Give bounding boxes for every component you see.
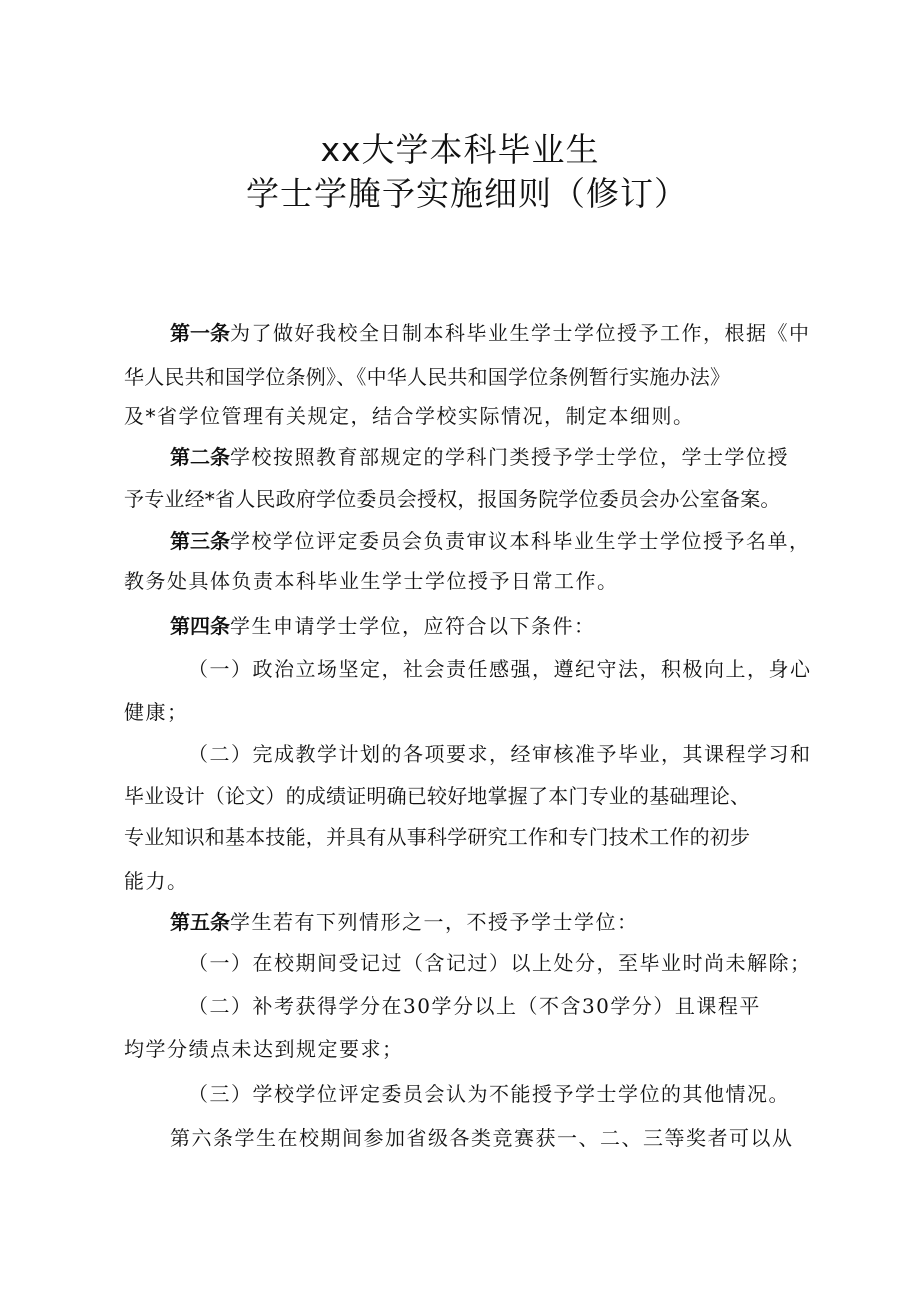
article-4-text-1: 学生申请学士学位，应符合以下条件： (230, 614, 596, 638)
article-4-item-2-line-2: 毕业设计（论文）的成绩证明确已较好地掌握了本门专业的基础理论、 (124, 784, 751, 808)
article-3-text-1: 学校学位评定委员会负责审议本科毕业生学士学位授予名单， (230, 529, 811, 553)
article-4-label: 第四条 (170, 614, 230, 638)
article-6-line-1: 第六条学生在校期间参加省级各类竞赛获一、二、三等奖者可以从 (170, 1126, 794, 1150)
article-4-item-2-line-4: 能力。 (124, 869, 189, 893)
article-1-line-2: 华人民共和国学位条例》、《中华人民共和国学位条例暂行实施办法》 (124, 365, 731, 389)
article-3-line-2: 教务处具体负责本科毕业生学士学位授予日常工作。 (124, 569, 619, 593)
article-4-item-2-line-1: （二）完成教学计划的各项要求，经审核准予毕业，其课程学习和 (188, 742, 812, 766)
article-3-label: 第三条 (170, 529, 230, 553)
article-4-item-1-line-2: 健康； (124, 700, 189, 724)
title-line-1: xx大学本科毕业生 (320, 130, 600, 169)
article-4-line-1 (170, 611, 596, 641)
document-title (0, 128, 920, 216)
article-5-item-2-line-1: （二）补考获得学分在30学分以上（不含30学分）且课程平 (188, 994, 761, 1018)
article-5-label: 第五条 (170, 910, 230, 934)
article-2-line-1 (170, 442, 789, 472)
article-1-label: 第一条 (170, 321, 230, 345)
article-5-text-1: 学生若有下列情形之一，不授予学士学位： (230, 910, 639, 934)
article-1-text-1: 为了做好我校全日制本科毕业生学士学位授予工作，根据《中 (230, 321, 811, 345)
article-5-item-3: （三）学校学位评定委员会认为不能授予学士学位的其他情况。 (188, 1082, 790, 1106)
article-2-text-1: 学校按照教育部规定的学科门类授予学士学位，学士学位授 (230, 445, 789, 469)
article-3-line-1 (170, 526, 811, 556)
article-4-item-1-line-1: （一）政治立场坚定，社会责任感强，遵纪守法，积极向上，身心 (188, 657, 812, 681)
article-4-item-2-line-3: 专业知识和基本技能，并具有从事科学研究工作和专门技术工作的初步 (124, 825, 751, 849)
article-1-line-1 (170, 318, 811, 348)
article-1-line-3: 及*省学位管理有关规定，结合学校实际情况，制定本细则。 (124, 404, 695, 428)
article-5-item-2-line-2: 均学分绩点未达到规定要求； (124, 1037, 404, 1061)
article-5-item-1: （一）在校期间受记过（含记过）以上处分，至毕业时尚未解除； (188, 951, 812, 975)
article-5-line-1 (170, 907, 639, 937)
article-2-line-2: 予专业经*省人民政府学位委员会授权，报国务院学位委员会办公室备案。 (124, 487, 781, 511)
article-2-label: 第二条 (170, 445, 230, 469)
title-line-2: 学士学腌予实施细则（修订） (246, 174, 688, 213)
